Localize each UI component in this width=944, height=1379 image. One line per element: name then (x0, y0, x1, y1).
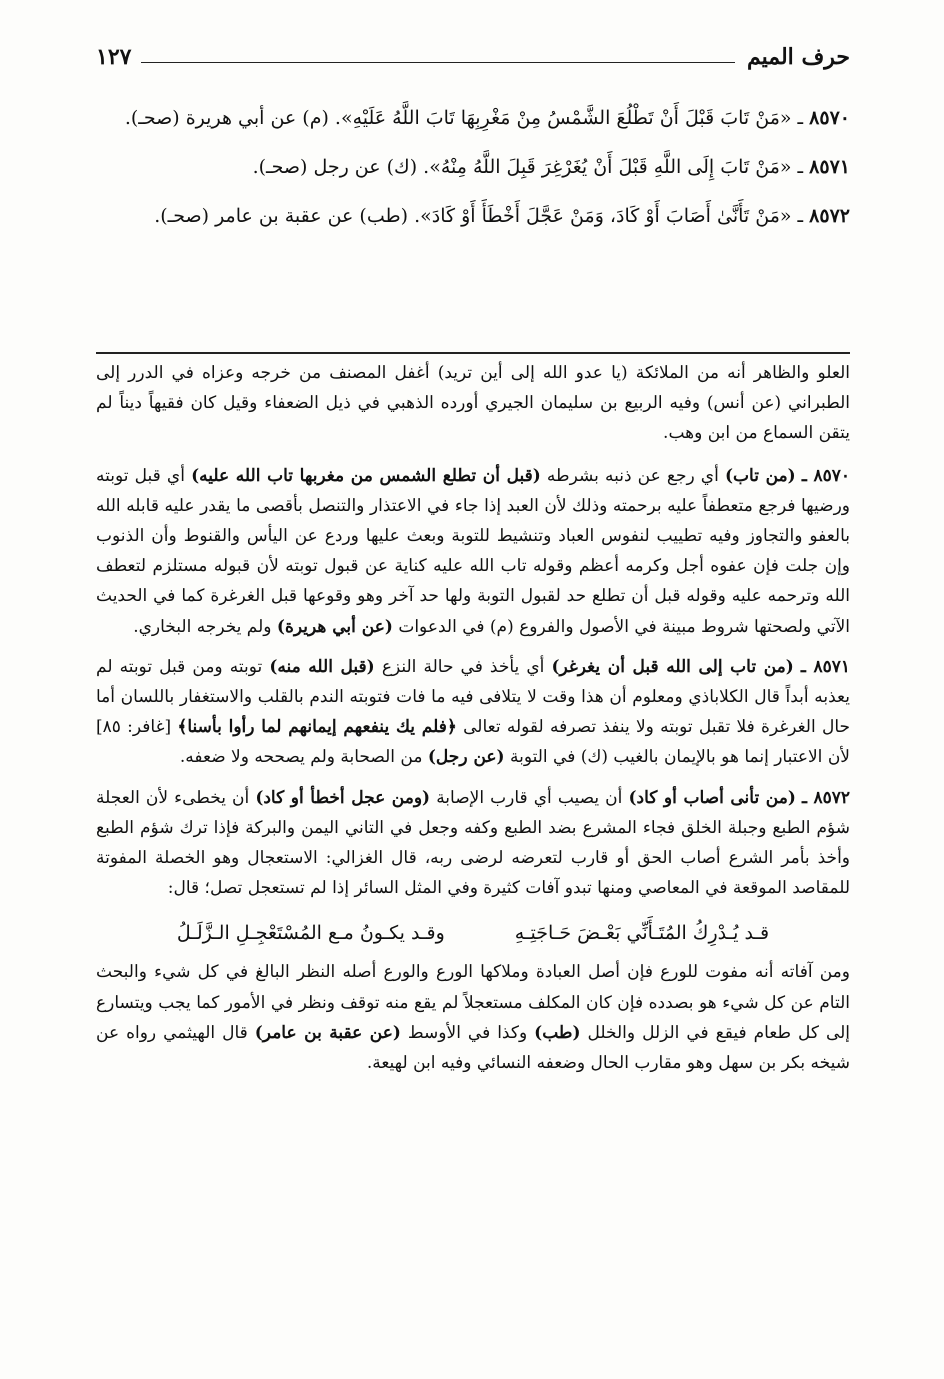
commentary-text: أي رجع عن ذنبه بشرطه (546, 465, 719, 486)
commentary-text: أن يخطىء لأن العجلة شؤم الطبع وجبلة الخلق فجاء المشرع بضد الطبع وكفه وجعل في التاني اليمن والبركة فإذا ترك شؤم الطبع وأخذ بأمر الشرع أصاب الحق أو قارب لتعرضه لرضى ربه، قال الغزالي: الاستعجال وهو الخصلة المفوتة للمقاصد الموقعة في المعاصي ومنها تبدو آفات كثيرة وفي المثل السائر إذا لم تستعجل تصل؛ قال: (96, 787, 850, 899)
page-header (96, 40, 850, 74)
commentary-8570 (96, 461, 850, 642)
commentary-source: (عن عقبة بن عامر) (254, 1022, 401, 1043)
hadith-text: «مَنْ تَابَ قَبْلَ أَنْ تَطْلُعَ الشَّمْسُ مِنْ مَغْرِبِهَا تَابَ اللَّهُ عَلَيْهِ». (334, 107, 792, 129)
hadith-8570: ٨٥٧٠ ـ «مَنْ تَابَ قَبْلَ أَنْ تَطْلُعَ الشَّمْسُ مِنْ مَغْرِبِهَا تَابَ اللَّهُ عَلَيْهِ». (م) عن أبي هريرة (صحـ). (124, 107, 850, 129)
hadith-text: «مَنْ تَابَ إِلَى اللَّهِ قَبْلَ أَنْ يُغَرْغِرَ قَبِلَ اللَّهُ مِنْهُ». (423, 156, 792, 178)
commentary-text: وكذا في الأوسط (407, 1022, 528, 1043)
commentary-source: (طب) (534, 1022, 581, 1043)
commentary-text: أي قبل توبته ورضيها فرجع متعطفاً عليه برحمته وذلك لأن العبد إذا جاء في الاعتذار والتنصل بأقصى ما يقدر عليه قابله الله بالعفو والتجاوز وفيه تطييب لنفوس العباد وتنشيط للتوبة وبعث عليها وردع عن اليأس والقنوط وأن الذنوب وإن جلت فإن عفوه أجل وكرمه أعظم وقوله تاب الله عليه كناية عن قبول توبته لأن قبوله مستلزم لتعطف الله وترحمه عليه وقوله قبل أن تطلع حد لقبول التوبة ولها حد آخر وهو وقوعها قبل الغرغرة كما في الحديث الآتي ولصحتها شروط مبينة في الأصول والفروع (م) في الدعوات (96, 465, 850, 637)
hadith-text: «مَنْ تَأَنَّىٰ أَصَابَ أَوْ كَادَ، وَمَنْ عَجَّلَ أَخْطَأَ أَوْ كَادَ». (414, 205, 792, 227)
commentary-8572 (96, 783, 850, 904)
hadith-8571: ٨٥٧١ ـ «مَنْ تَابَ إِلَى اللَّهِ قَبْلَ أَنْ يُغَرْغِرَ قَبِلَ اللَّهُ مِنْهُ». (ك) عن رجل (صحـ). (252, 156, 850, 178)
commentary-text: توبته ومن قبل توبته لم يعذبه أبداً قال الكلاباذي ومعلوم أن هذا وقت لا يتلافى فيه ما فات فتوبته الندم بالقلب والاستغفار باللسان أما حال الغرغرة فلا تقبل توبته ولا ينفذ تصرفه لقوله تعالى (96, 656, 851, 738)
commentary-text: ومن آفاته أنه مفوت للورع فإن أصل العبادة وملاكها الورع والورع أصله النظر البالغ في كل شيء والبحث التام عن كل شيء هو بصدده فإن كان المكلف مستعجلاً لم يقع منه توقف ونظر في الأمور كما يجب ويتسارع إلى كل طعام فيقع في الزلل والخلل (96, 962, 851, 1043)
commentary-quote: (قبل أن تطلع الشمس من مغربها تاب الله عليه) (191, 465, 541, 486)
commentary-quote: (قبل الله منه) (269, 656, 375, 677)
page-number: ١٢٧ (96, 44, 132, 70)
hadith-source: (ك) عن رجل (صحـ). (252, 156, 418, 178)
chapter-title: حرف الميم (746, 44, 850, 70)
commentary-text: أي يأخذ في حالة النزع (381, 656, 545, 677)
book-page (96, 30, 850, 1360)
commentary-lead: (من تأنى أصاب أو كاد) (628, 787, 796, 808)
commentary-quote: (ومن عجل أخطأ أو كاد) (255, 787, 431, 808)
commentary-source: (عن أبي هريرة) (276, 616, 393, 637)
commentary-lead: (من تاب) (725, 465, 796, 486)
commentary (96, 358, 850, 1088)
commentary-lead: (من تاب إلى الله قبل أن يغرغر) (551, 656, 794, 677)
commentary-8571 (96, 652, 850, 773)
commentary-text: ولم يخرجه البخاري. (133, 616, 272, 637)
quran-quote: ﴿فلم يك ينفعهم إيمانهم لما رأوا بأسنا﴾ (177, 717, 457, 738)
commentary-intro: العلو والظاهر أنه من الملائكة (يا عدو الله إلى أين تريد) أغفل المصنف من خرجه وعزاه في الدرر إلى الطبراني (عن أنس) وفيه الربيع بن سليمان الجيري أورده الذهبي في ذيل الضعفاء وقيل كان فقيهاً ديناً لم يتقن السماع من ابن وهب. (96, 363, 850, 444)
poem-second-hemistich: وقـد يكـونُ مـع المُسْتَعْجِـلِ الـزَّلَـلُ (176, 922, 445, 945)
hadith-number: ٨٥٧٢ (809, 205, 850, 227)
commentary-text: قال الهيثمي رواه عن شيخه بكر بن سهل وهو مقارب الحال وضعفه النسائي وفيه ابن لهيعة. (96, 1022, 850, 1074)
footnote-divider (96, 352, 850, 354)
poem-first-hemistich: قـد يُـدْرِكُ المُتَـأَنِّي بَعْـضَ حَـاجَتِـهِ (514, 922, 770, 945)
commentary-number: ٨٥٧١ ـ (800, 656, 851, 677)
header-rule (141, 62, 735, 63)
hadith-source: (م) عن أبي هريرة (صحـ). (124, 107, 329, 129)
hadith-source: (طب) عن عقبة بن عامر (صحـ). (154, 205, 409, 227)
hadith-number: ٨٥٧٠ (809, 107, 850, 129)
commentary-final (96, 957, 850, 1078)
poem-verse (96, 913, 850, 953)
commentary-number: ٨٥٧٠ ـ (801, 465, 851, 486)
hadith-number: ٨٥٧١ (809, 156, 850, 178)
commentary-text: أن يصيب أي قارب الإصابة (436, 787, 623, 808)
commentary-text: [غافر: ٨٥] لأن الاعتبار إنما هو بالإيمان بالغيب (ك) في التوبة (96, 717, 850, 768)
commentary-source: (عن رجل) (427, 747, 505, 768)
hadith-list (96, 94, 850, 241)
commentary-number: ٨٥٧٢ ـ (801, 787, 851, 808)
commentary-text: من الصحابة ولم يصححه ولا ضعفه. (179, 747, 423, 768)
hadith-8572: ٨٥٧٢ ـ «مَنْ تَأَنَّىٰ أَصَابَ أَوْ كَادَ، وَمَنْ عَجَّلَ أَخْطَأَ أَوْ كَادَ». (طب) عن عقبة بن عامر (صحـ). (154, 205, 850, 227)
